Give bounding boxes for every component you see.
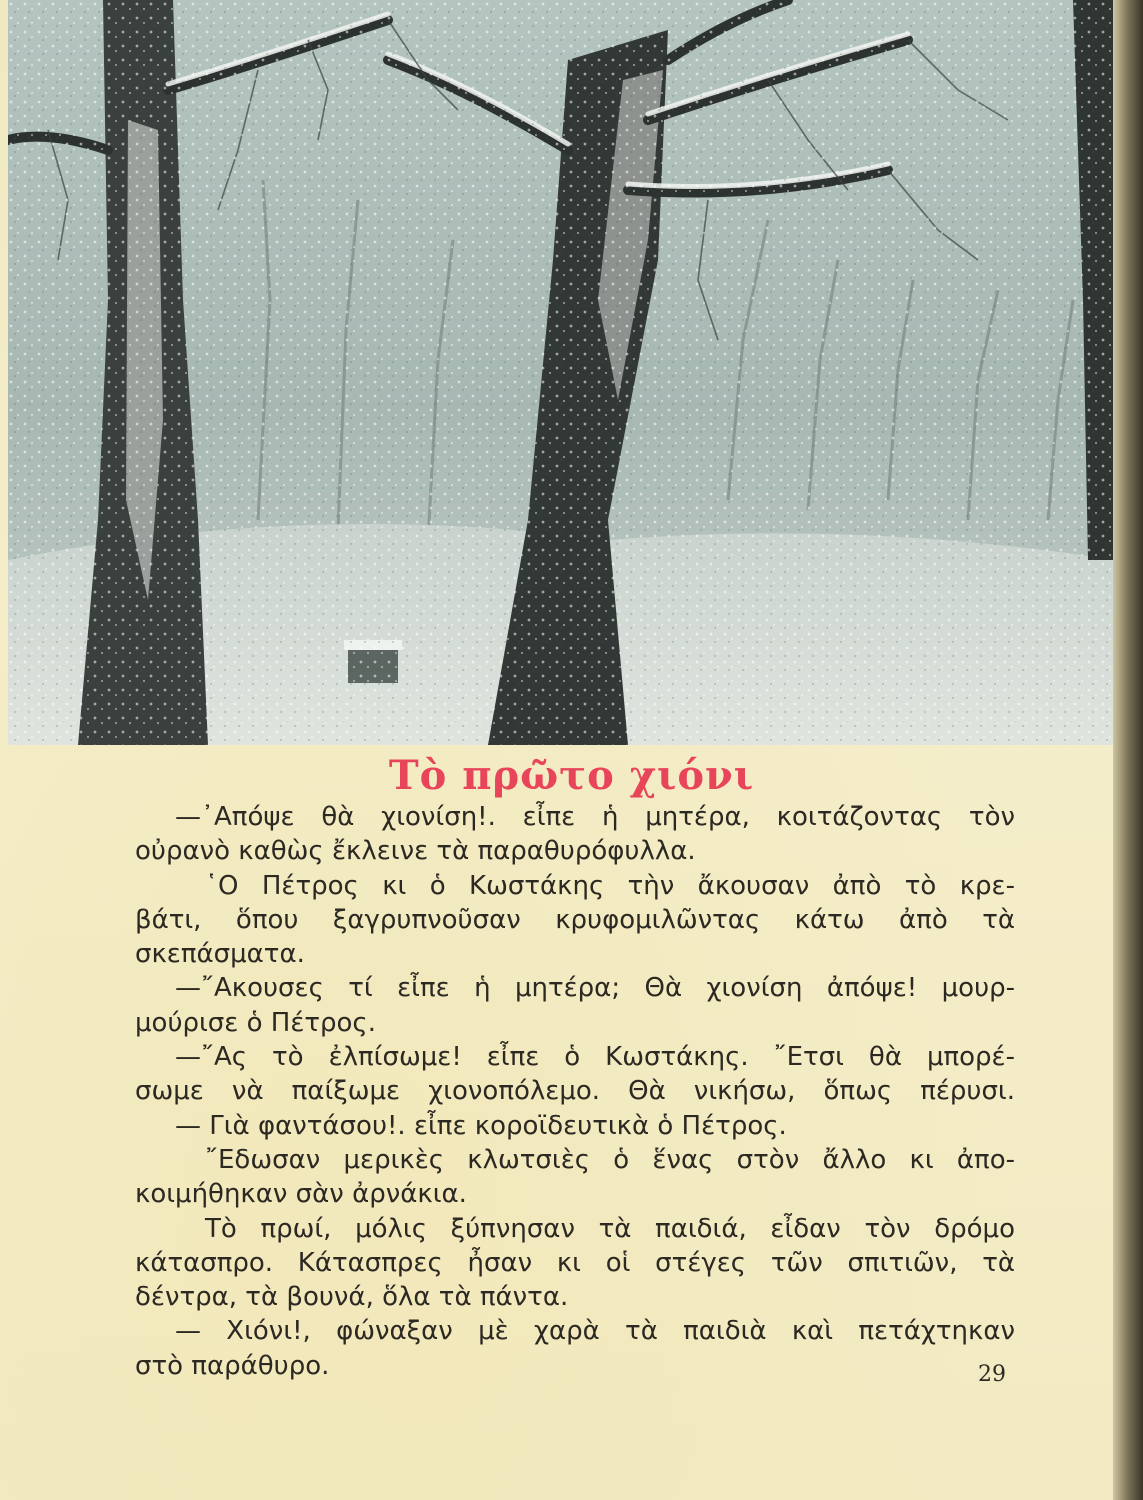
snowy-forest-photo — [8, 0, 1115, 745]
text-line: — Χιόνι!, φώναξαν μὲ χαρὰ τὰ παιδιὰ καὶ πετάχτηκαν — [175, 1316, 1015, 1347]
text-line: σωμε νὰ παίξωμε χιονοπόλεμο. Θὰ νικήσω, ὅπως πέρυσι. — [135, 1076, 1015, 1107]
paragraph — [135, 971, 1015, 1040]
paragraph — [135, 1314, 1015, 1383]
text-line: κάτασπρο. Κάτασπρες ἦσαν κι οἱ στέγες τῶν σπιτιῶν, τὰ — [135, 1247, 1015, 1278]
text-line: —᾿Απόψε θὰ χιονίση!. εἶπε ἡ μητέρα, κοιτάζοντας τὸν — [175, 802, 1015, 832]
text-line: οὐρανὸ καθὼς ἔκλεινε τὰ παραθυρόφυλλα. — [135, 836, 696, 867]
text-line: —῎Ακουσες τί εἶπε ἡ μητέρα; Θὰ χιονίση ἀπόψε! μουρ- — [175, 973, 1015, 1004]
story-body — [135, 800, 1015, 1383]
text-line: βάτι, ὅπου ξαγρυπνοῦσαν κρυφομιλῶντας κάτω ἀπὸ τὰ — [135, 904, 1015, 935]
paragraph — [135, 800, 1015, 869]
text-line: κοιμήθηκαν σὰν ἀρνάκια. — [135, 1179, 467, 1210]
paragraph — [135, 1143, 1015, 1212]
text-line: — Γιὰ φαντάσου!. εἶπε κοροϊδευτικὰ ὁ Πέτρος. — [175, 1110, 787, 1141]
page-number: 29 — [978, 1362, 1006, 1387]
text-line: ῎Εδωσαν μερικὲς κλωτσιὲς ὁ ἕνας στὸν ἄλλο κι ἀπο- — [205, 1144, 1015, 1175]
text-line: ῾Ο Πέτρος κι ὁ Κωστάκης τὴν ἄκουσαν ἀπὸ τὸ κρε- — [205, 870, 1015, 901]
text-line: σκεπάσματα. — [135, 939, 305, 970]
paragraph — [135, 1109, 1015, 1143]
story-title: Τὸ πρῶτο χιόνι — [388, 752, 755, 799]
text-line: —῎Ας τὸ ἐλπίσωμε! εἶπε ὁ Κωστάκης. ῎Ετσι θὰ μπορέ- — [175, 1042, 1015, 1073]
book-binding-edge — [1113, 0, 1143, 1500]
paragraph — [135, 1040, 1015, 1109]
paragraph — [135, 1212, 1015, 1315]
text-line: δέντρα, τὰ βουνά, ὅλα τὰ πάντα. — [135, 1282, 569, 1313]
text-line: Τὸ πρωί, μόλις ξύπνησαν τὰ παιδιά, εἶδαν τὸν δρόμο — [205, 1213, 1015, 1244]
text-line: στὸ παράθυρο. — [135, 1350, 330, 1381]
paragraph — [135, 869, 1015, 972]
text-line: μούρισε ὁ Πέτρος. — [135, 1007, 376, 1038]
